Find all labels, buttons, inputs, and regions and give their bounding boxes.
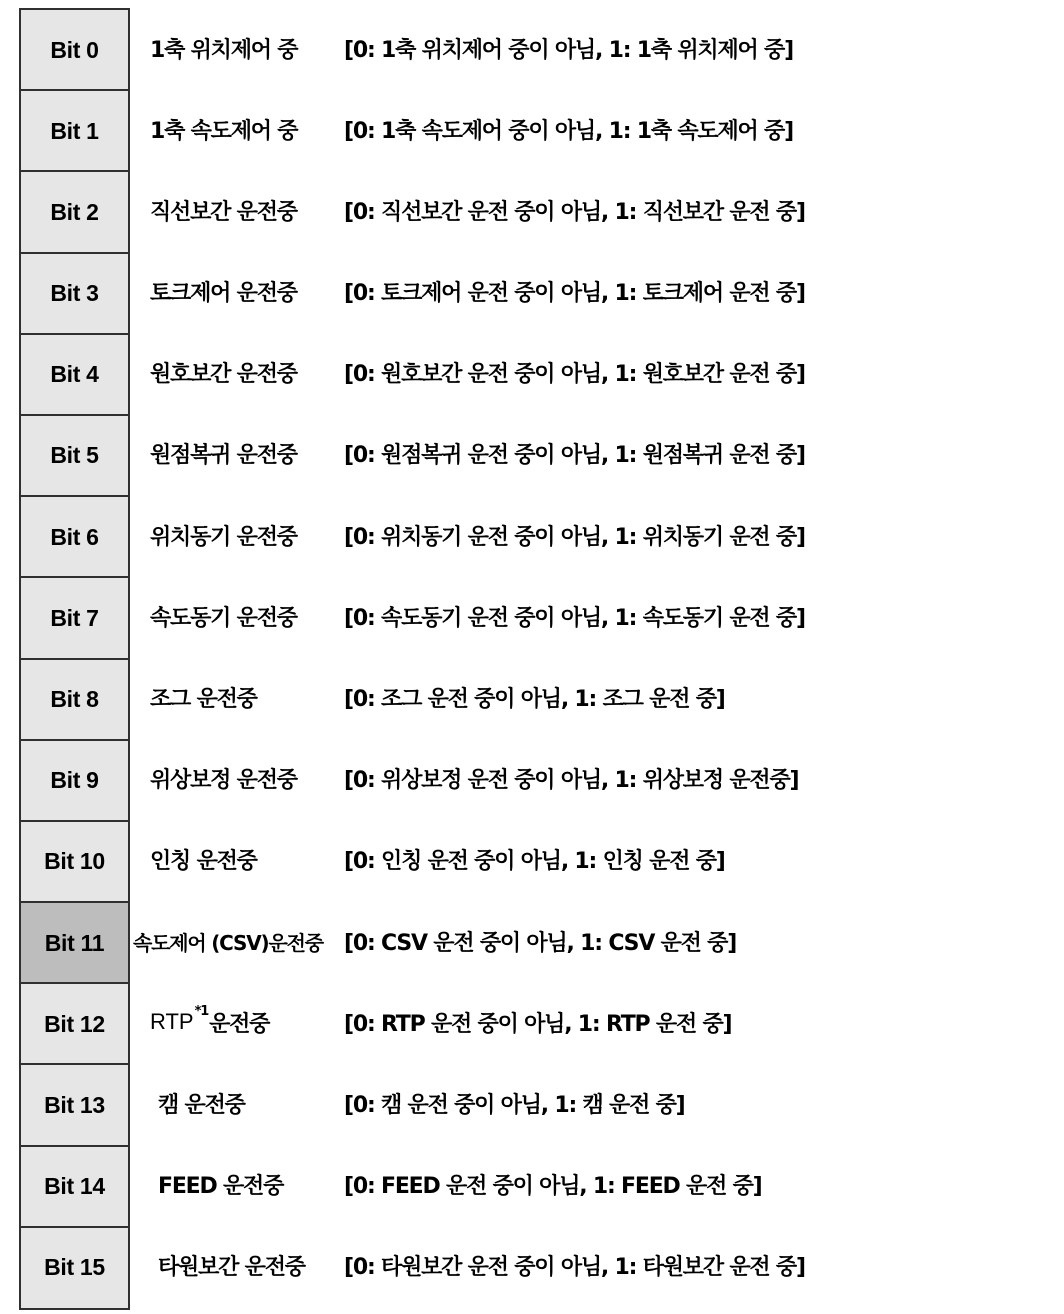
bit-row-10 xyxy=(19,820,1049,901)
bit-description: [0: 위상보정 운전 중이 아님, 1: 위상보정 운전중] xyxy=(344,768,799,794)
bit-label: Bit 4 xyxy=(19,333,130,415)
bit-label: Bit 2 xyxy=(19,170,130,252)
bit-name: 토크제어 운전중 xyxy=(150,281,297,307)
bit-name-suffix: 운전중 xyxy=(209,1011,270,1037)
bit-name: 조그 운전중 xyxy=(150,687,257,712)
bit-description: [0: 속도동기 운전 중이 아님, 1: 속도동기 운전 중] xyxy=(344,605,805,631)
bit-description: [0: 위치동기 운전 중이 아님, 1: 위치동기 운전 중] xyxy=(344,524,805,550)
bit-name: 1축 속도제어 중 xyxy=(150,118,298,144)
bit-label: Bit 8 xyxy=(19,658,130,740)
bit-description: [0: 1축 속도제어 중이 아님, 1: 1축 속도제어 중] xyxy=(344,118,793,144)
bit-label: Bit 0 xyxy=(19,8,130,90)
bit-description: [0: CSV 운전 중이 아님, 1: CSV 운전 중] xyxy=(344,930,737,956)
bit-description: [0: 토크제어 운전 중이 아님, 1: 토크제어 운전 중] xyxy=(344,281,805,307)
bit-row-13 xyxy=(19,1063,1049,1144)
bit-row-3 xyxy=(19,252,1049,333)
bit-label: Bit 6 xyxy=(19,495,130,577)
bit-label: Bit 1 xyxy=(19,89,130,171)
bit-name: 인칭 운전중 xyxy=(150,849,257,875)
bit-name: 위상보정 운전중 xyxy=(150,768,297,794)
bit-name: 타원보간 운전중 xyxy=(158,1255,305,1281)
bit-row-7 xyxy=(19,576,1049,657)
bit-label: Bit 11 xyxy=(19,901,130,983)
bit-row-0 xyxy=(19,8,1049,89)
bit-description: [0: 조그 운전 중이 아님, 1: 조그 운전 중] xyxy=(344,687,725,712)
bit-name: FEED 운전중 xyxy=(158,1174,284,1200)
bit-name: 원점복귀 운전중 xyxy=(150,443,297,469)
bit-name: 캠 운전중 xyxy=(158,1092,245,1118)
bit-description: [0: 타원보간 운전 중이 아님, 1: 타원보간 운전 중] xyxy=(344,1255,805,1281)
bit-description: [0: RTP 운전 중이 아님, 1: RTP 운전 중] xyxy=(344,1011,732,1037)
bit-description: [0: 인칭 운전 중이 아님, 1: 인칭 운전 중] xyxy=(344,849,725,875)
bit-description: [0: 직선보간 운전 중이 아님, 1: 직선보간 운전 중] xyxy=(344,199,805,225)
bit-row-4 xyxy=(19,333,1049,414)
bit-name: 속도동기 운전중 xyxy=(150,605,297,631)
footnote-marker: *1 xyxy=(194,1003,209,1019)
bit-name: 직선보간 운전중 xyxy=(150,199,297,225)
bit-row-11 xyxy=(19,901,1049,982)
bit-name xyxy=(150,982,269,1062)
bit-label: Bit 5 xyxy=(19,414,130,496)
bit-label: Bit 15 xyxy=(19,1226,130,1310)
bit-row-12 xyxy=(19,982,1049,1063)
bit-row-6 xyxy=(19,495,1049,576)
bit-name: 원호보간 운전중 xyxy=(150,362,297,388)
bit-row-8 xyxy=(19,658,1049,739)
bit-row-2 xyxy=(19,170,1049,251)
bit-description: [0: 원점복귀 운전 중이 아님, 1: 원점복귀 운전 중] xyxy=(344,443,805,469)
bit-status-table xyxy=(19,8,1049,1307)
bit-label: Bit 7 xyxy=(19,576,130,658)
bit-name-text: RTP xyxy=(150,1009,194,1035)
bit-name: 1축 위치제어 중 xyxy=(150,37,298,63)
bit-row-5 xyxy=(19,414,1049,495)
bit-label: Bit 3 xyxy=(19,252,130,334)
bit-row-9 xyxy=(19,739,1049,820)
bit-row-15 xyxy=(19,1226,1049,1307)
bit-description: [0: 원호보간 운전 중이 아님, 1: 원호보간 운전 중] xyxy=(344,362,805,388)
bit-label: Bit 10 xyxy=(19,820,130,902)
bit-label: Bit 12 xyxy=(19,982,130,1064)
bit-name: 속도제어 (CSV)운전중 xyxy=(133,930,323,955)
bit-label: Bit 14 xyxy=(19,1145,130,1227)
bit-description: [0: 1축 위치제어 중이 아님, 1: 1축 위치제어 중] xyxy=(344,37,793,63)
bit-description: [0: FEED 운전 중이 아님, 1: FEED 운전 중] xyxy=(344,1174,762,1200)
bit-name: 위치동기 운전중 xyxy=(150,524,297,550)
bit-row-14 xyxy=(19,1145,1049,1226)
bit-description: [0: 캠 운전 중이 아님, 1: 캠 운전 중] xyxy=(344,1092,685,1118)
bit-row-1 xyxy=(19,89,1049,170)
bit-label: Bit 13 xyxy=(19,1063,130,1145)
bit-label: Bit 9 xyxy=(19,739,130,821)
